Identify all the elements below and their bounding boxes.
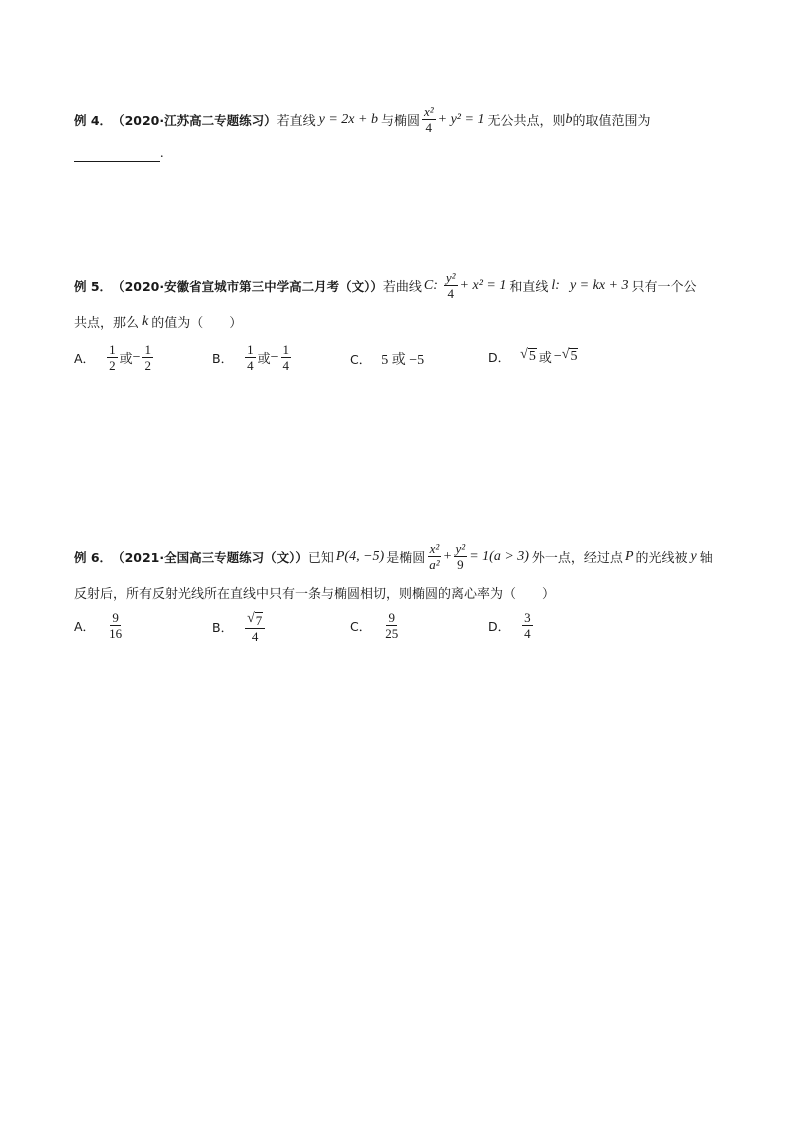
fraction-numerator: y² [455,541,466,556]
fraction-numerator: 1 [109,342,116,357]
option-value: 5 或 −5 [381,353,425,368]
example-6-ellipse-rest: = 1(a > 3) [469,548,529,564]
example-4-text-3: 无公共点，则 [487,114,566,129]
fraction-numerator [245,610,265,629]
option-label: A． [74,350,96,366]
fraction-denominator: 2 [109,358,116,373]
option-fraction [107,342,118,373]
fraction-denominator: 9 [457,557,464,572]
sqrt-symbol: √ 5 [520,347,536,364]
fraction-numerator: 1 [282,342,289,357]
example-4-text-2: 与椭圆 [380,114,420,129]
example-4-line-2 [74,146,164,162]
example-6-option-a[interactable] [74,610,126,641]
fraction-numerator: 9 [112,610,119,625]
example-6-fraction-2 [454,541,468,572]
option-or: 或 [257,352,271,367]
sqrt-symbol: √ 7 [247,611,263,628]
option-minus: − [553,348,562,364]
fraction-numerator: 9 [388,610,395,625]
fraction-denominator: 25 [385,626,399,641]
example-5-text-3: 只有一个公 [631,280,697,295]
example-5-line-equation: y = kx + 3 [569,277,629,293]
option-label: B． [212,620,234,635]
fraction-numerator: x² [423,104,434,119]
fraction-numerator: 3 [524,610,531,625]
option-label: C． [350,352,372,367]
example-5-curve-name: C: [423,277,438,293]
option-label: D． [488,349,511,365]
fraction-denominator: 4 [282,358,289,373]
fraction-numerator: 1 [247,342,254,357]
option-fraction [107,610,124,641]
example-6-option-d[interactable] [488,610,535,641]
example-6-text-4: 的光线被 [635,551,688,566]
option-fraction [142,342,153,373]
example-5-option-a[interactable] [74,342,155,373]
example-6-var-p: P [624,548,634,564]
example-6-point: P(4, −5) [335,548,385,564]
example-4-line-equation: y = 2x + b [318,111,378,127]
example-6-fraction-1 [427,541,441,572]
example-5-fraction [444,270,458,301]
example-6-text-6: 反射后，所有反射光线所在直线中只有一条与椭圆相切，则椭圆的离心率为（ ） [74,587,556,602]
option-or: 或 [119,352,133,367]
fraction-numerator: 1 [144,342,151,357]
plus-sign: + [443,548,452,564]
example-4-fraction [422,104,436,135]
option-fraction [281,342,292,373]
example-6-text-2: 是椭圆 [386,551,426,566]
example-5-label: 例 5． [74,278,113,294]
option-minus: − [132,349,141,365]
example-5-line-1 [74,270,697,301]
example-4-end: . [160,146,164,161]
option-fraction [245,342,256,373]
example-6-var-y: y [690,548,697,564]
example-4-line-1 [74,104,650,135]
fraction-denominator: 4 [524,626,531,641]
fraction-numerator: x² [429,541,440,556]
example-6-source: （2021·全国高三专题练习（文）） [112,549,308,565]
option-minus: − [270,349,279,365]
example-5-option-c[interactable] [350,349,424,369]
example-6-text-1: 已知 [307,551,334,566]
example-5-line-2 [74,312,242,331]
example-6-text-3: 外一点，经过点 [531,551,623,566]
example-5-option-b[interactable] [212,342,293,373]
example-5-text-2: 和直线 [509,280,549,295]
example-5-var-k: k [142,313,149,329]
sqrt-symbol: √ 5 [561,347,578,364]
example-6-line-1 [74,541,713,572]
example-5-line-name: l: [551,277,560,293]
option-label: D． [488,618,511,634]
option-label: B． [212,350,234,366]
fraction-denominator: 4 [251,629,259,644]
example-6-option-b[interactable] [212,610,267,644]
example-5-text-4: 共点，那么 [74,316,140,331]
answer-blank [74,147,160,162]
option-fraction [383,610,400,641]
example-4-ellipse-rest: + y² = 1 [437,111,485,127]
radicand: 5 [528,349,536,364]
example-5-text-1: 若曲线 [382,280,422,295]
option-fraction [522,610,533,641]
example-5-source: （2020·安徽省宣城市第三中学高二月考（文）） [112,278,383,294]
example-4-text-4: 的取值范围为 [572,114,651,129]
example-4-text-1: 若直线 [276,114,316,129]
example-4-source: （2020·江苏高二专题练习） [112,112,277,128]
fraction-denominator: 4 [447,286,454,301]
example-6-label: 例 6． [74,549,113,565]
fraction-denominator: 16 [109,626,123,641]
example-5-text-5: 的值为（ ） [151,316,243,331]
fraction-denominator: 4 [247,358,254,373]
example-4-var-b: b [565,111,573,127]
fraction-denominator: 4 [425,120,433,135]
fraction-numerator: y² [445,270,456,285]
example-4-label: 例 4． [74,112,113,128]
option-or: 或 [538,351,552,366]
fraction-denominator: 2 [144,358,151,373]
option-label: C． [350,618,372,634]
example-6-option-c[interactable] [350,610,402,641]
example-6-text-5: 轴 [699,551,713,566]
option-label: A． [74,618,96,634]
radicand: 5 [570,349,578,364]
fraction-denominator: a² [429,557,440,572]
example-5-option-d[interactable] [488,347,578,366]
radicand: 7 [255,613,263,628]
example-6-line-2 [74,583,555,602]
option-fraction [245,610,265,644]
example-5-curve-rest: + x² = 1 [459,277,507,293]
